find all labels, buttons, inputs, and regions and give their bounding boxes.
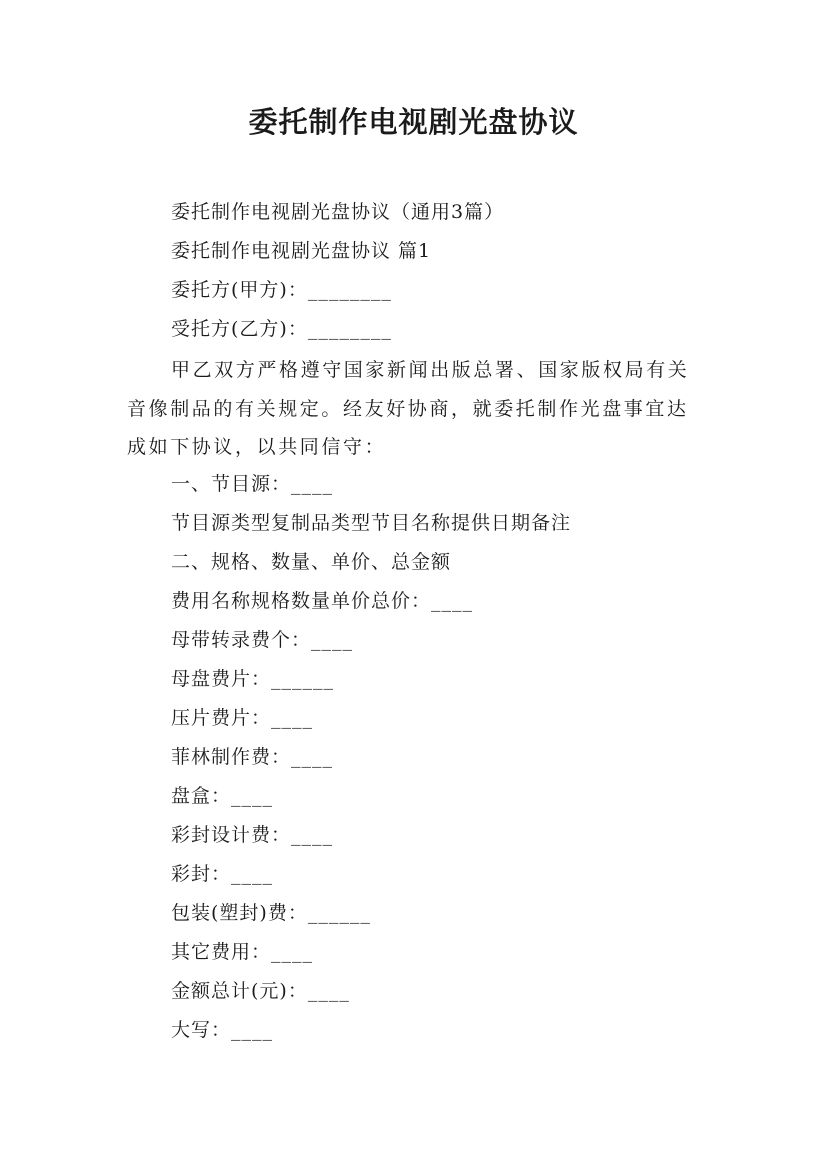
party-b-line: 受托方(乙方)：________ bbox=[171, 318, 392, 340]
fee-line-film: 菲林制作费：____ bbox=[171, 746, 334, 768]
fee-table-header: 费用名称规格数量单价总价：____ bbox=[171, 590, 474, 612]
fee-line-packaging: 包装(塑封)费：______ bbox=[171, 902, 371, 924]
fee-line-pressing: 压片费片：____ bbox=[171, 707, 314, 729]
fee-line-cover: 彩封：____ bbox=[171, 863, 274, 885]
clause-spec-heading: 二、规格、数量、单价、总金额 bbox=[171, 551, 452, 573]
fee-line-cover-design: 彩封设计费：____ bbox=[171, 824, 334, 846]
document-title: 委托制作电视剧光盘协议 bbox=[248, 105, 579, 139]
program-source-table-header: 节目源类型复制品类型节目名称提供日期备注 bbox=[171, 512, 572, 534]
fee-line-master-tape: 母带转录费个：____ bbox=[171, 629, 354, 651]
intro-paragraph-text: 甲乙双方严格遵守国家新闻出版总署、国家版权局有关音像制品的有关规定。经友好协商，就委托制作光盘事宜达成如下协议，以共同信守： bbox=[127, 359, 690, 459]
fee-line-total: 金额总计(元)：____ bbox=[171, 980, 350, 1002]
fee-line-total-capital: 大写：____ bbox=[171, 1019, 274, 1041]
doc-section-heading: 委托制作电视剧光盘协议 篇1 bbox=[171, 240, 432, 262]
doc-subtitle: 委托制作电视剧光盘协议（通用3篇） bbox=[171, 201, 505, 223]
party-a-line: 委托方(甲方)：________ bbox=[171, 279, 392, 301]
fee-line-disc-box: 盘盒：____ bbox=[171, 785, 274, 807]
intro-paragraph bbox=[127, 351, 707, 467]
fee-line-other: 其它费用：____ bbox=[171, 941, 314, 963]
clause-program-source: 一、节目源：____ bbox=[171, 473, 334, 495]
fee-line-master-disc: 母盘费片：______ bbox=[171, 668, 335, 690]
